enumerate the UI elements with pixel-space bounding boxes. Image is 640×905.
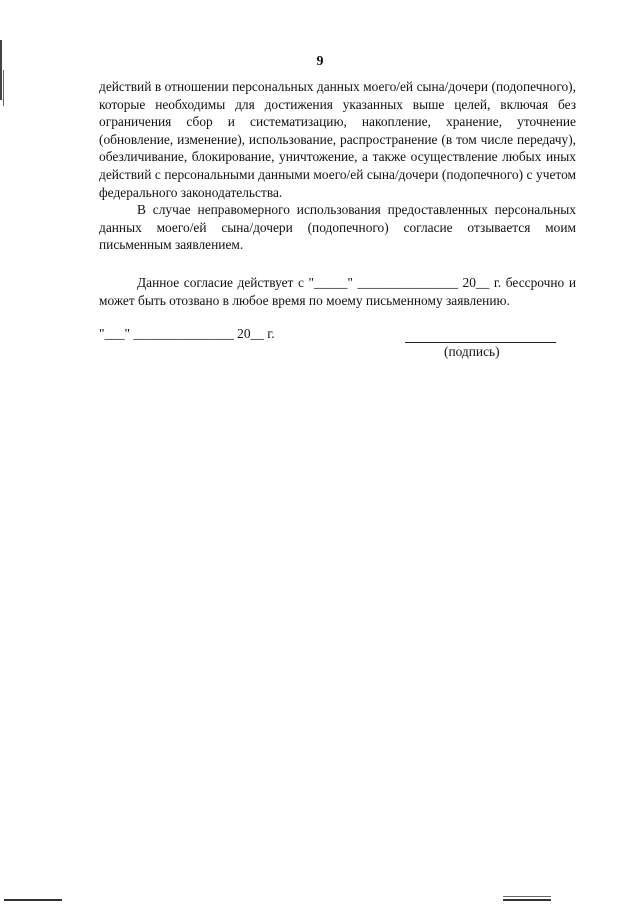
paragraph-consent-actions: действий в отношении персональных данных моего/ей сына/дочери (подопечного), которые необходимы для достижения указанных выше целей, включая без ограничения сбор и систематизацию, накопление, хранение, уточнение (обновление, изменение), использование, распространение (в том числе передачу), обезличивание, блокирование, уничтожение, а также осуществление любых иных действий с персональными данными моего/ей сына/дочери (подопечного) с учетом федерального законодательства. bbox=[99, 79, 576, 200]
footer-rule-right bbox=[503, 899, 551, 901]
paragraph-revocation: В случае неправомерного использования предоставленных персональных данных моего/ей сына/дочери (подопечного) согласие отзывается моим письменным заявлением. bbox=[99, 202, 576, 253]
footer-rule-left bbox=[4, 899, 62, 901]
paragraph-validity: Данное согласие действует с "_____" _______________ 20__ г. бессрочно и может быть отозвано в любое время по моему письменному заявлению. bbox=[99, 274, 576, 308]
footer-rule-right bbox=[503, 896, 551, 897]
signature-block bbox=[99, 326, 579, 366]
scan-edge-mark bbox=[3, 70, 4, 106]
date-placeholder: "___" _______________ 20__ г. bbox=[99, 326, 275, 341]
signature-caption: (подпись) bbox=[444, 344, 500, 359]
signature-line bbox=[405, 342, 556, 343]
scan-edge-mark bbox=[0, 40, 2, 100]
document-body bbox=[99, 78, 576, 309]
page-number: 9 bbox=[316, 54, 324, 69]
